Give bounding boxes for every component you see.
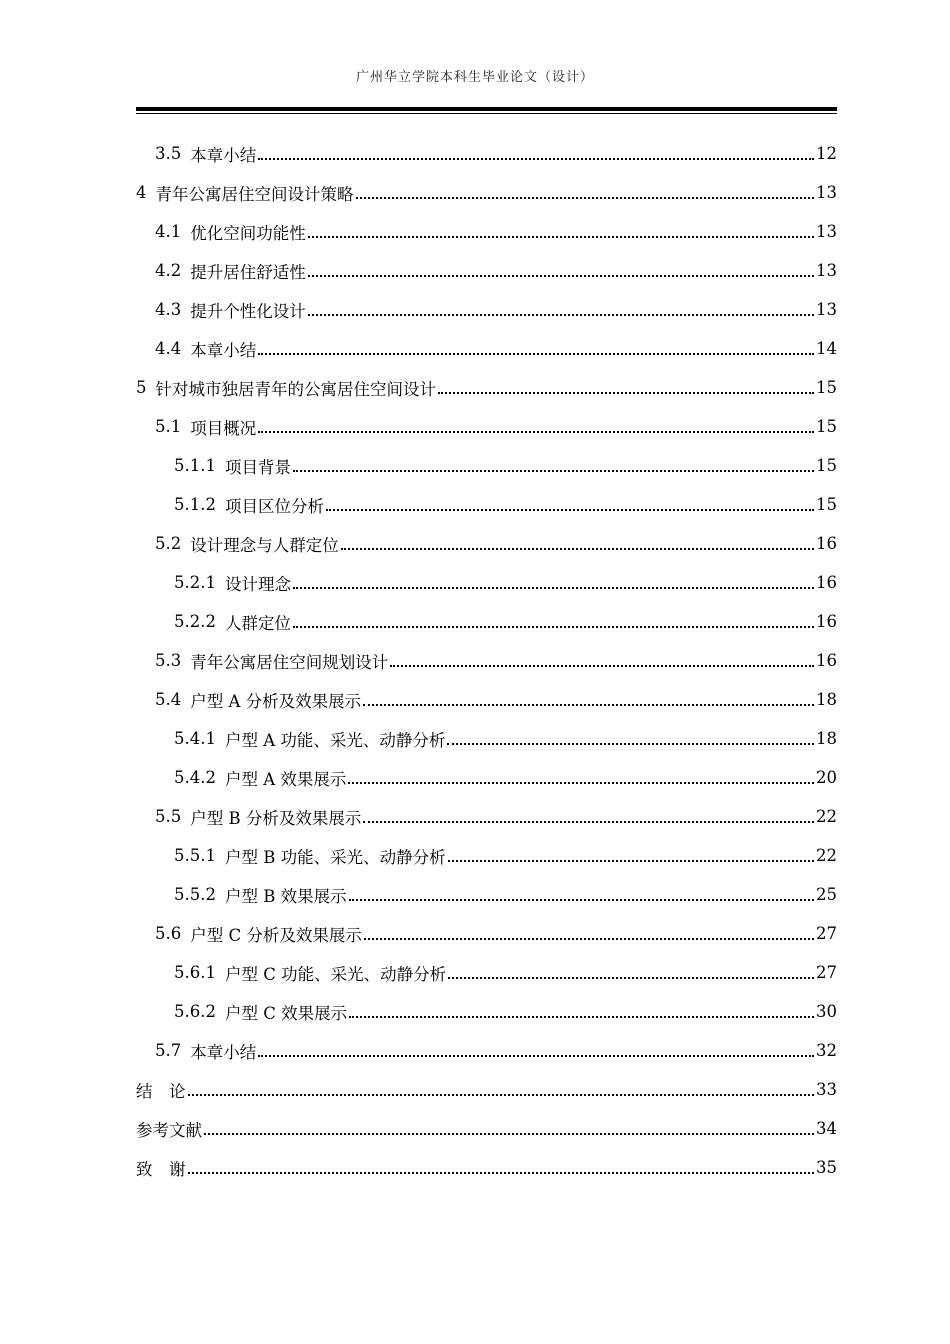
toc-entry-number: 5.5.2 bbox=[174, 885, 216, 904]
toc-entry-number: 4.2 bbox=[155, 261, 182, 280]
toc-entry-number: 4.1 bbox=[155, 222, 182, 241]
toc-entry-title: 人群定位 bbox=[224, 613, 291, 633]
toc-entry-page-number: 25 bbox=[816, 885, 837, 904]
toc-entry-title: 优化空间功能性 bbox=[190, 223, 306, 243]
toc-entry-page-number: 27 bbox=[816, 963, 837, 982]
toc-entry-number: 5.3 bbox=[155, 651, 182, 670]
toc-entry-page-number: 16 bbox=[816, 651, 837, 670]
toc-dot-leader bbox=[258, 1055, 814, 1057]
toc-dot-leader bbox=[204, 1133, 814, 1135]
toc-entry[interactable] bbox=[136, 797, 837, 836]
toc-entry-number: 5.1 bbox=[155, 417, 182, 436]
toc-entry[interactable] bbox=[136, 1031, 837, 1070]
toc-entry-page-number: 33 bbox=[816, 1080, 837, 1099]
toc-entry-title: 青年公寓居住空间规划设计 bbox=[190, 652, 389, 672]
toc-entry[interactable] bbox=[136, 914, 837, 953]
toc-entry-page-number: 15 bbox=[816, 417, 837, 436]
toc-entry-title: 户型 A 功能、采光、动静分析 bbox=[224, 730, 446, 750]
toc-entry-title: 项目概况 bbox=[190, 418, 257, 438]
toc-entry[interactable] bbox=[136, 992, 837, 1031]
toc-entry-title: 本章小结 bbox=[190, 145, 257, 165]
toc-entry-page-number: 16 bbox=[816, 573, 837, 592]
toc-entry-title: 致 谢 bbox=[136, 1159, 186, 1179]
toc-dot-leader bbox=[390, 665, 814, 667]
toc-entry[interactable] bbox=[136, 446, 837, 485]
toc-entry-page-number: 15 bbox=[816, 378, 837, 397]
toc-entry-page-number: 35 bbox=[816, 1158, 837, 1177]
toc-dot-leader bbox=[293, 626, 814, 628]
toc-entry-title: 本章小结 bbox=[190, 1042, 257, 1062]
toc-entry[interactable] bbox=[136, 836, 837, 875]
toc-entry-page-number: 18 bbox=[816, 729, 837, 748]
toc-entry[interactable] bbox=[136, 1070, 837, 1109]
toc-entry-number: 4 bbox=[136, 183, 147, 202]
toc-entry-page-number: 13 bbox=[816, 183, 837, 202]
toc-entry-number: 5.6.1 bbox=[174, 963, 216, 982]
toc-entry-title: 本章小结 bbox=[190, 340, 257, 360]
toc-entry[interactable] bbox=[136, 407, 837, 446]
toc-entry[interactable] bbox=[136, 212, 837, 251]
toc-entry-number: 5.5.1 bbox=[174, 846, 216, 865]
toc-dot-leader bbox=[188, 1094, 815, 1096]
toc-entry-page-number: 32 bbox=[816, 1041, 837, 1060]
toc-entry-title: 户型 A 分析及效果展示 bbox=[190, 691, 362, 711]
toc-entry-page-number: 34 bbox=[816, 1119, 837, 1138]
toc-entry[interactable] bbox=[136, 329, 837, 368]
toc-entry[interactable] bbox=[136, 485, 837, 524]
header-rule-thick bbox=[136, 107, 837, 111]
toc-dot-leader bbox=[364, 938, 814, 940]
toc-entry[interactable] bbox=[136, 680, 837, 719]
toc-entry-title: 项目背景 bbox=[224, 457, 291, 477]
toc-entry[interactable] bbox=[136, 563, 837, 602]
toc-entry-title: 提升个性化设计 bbox=[190, 301, 306, 321]
toc-entry-number: 5.7 bbox=[155, 1041, 182, 1060]
toc-entry-title: 户型 C 分析及效果展示 bbox=[190, 925, 362, 945]
toc-entry-number: 5.6 bbox=[155, 924, 182, 943]
toc-entry-page-number: 13 bbox=[816, 222, 837, 241]
toc-entry-title: 针对城市独居青年的公寓居住空间设计 bbox=[155, 379, 436, 399]
toc-dot-leader bbox=[448, 977, 814, 979]
toc-entry[interactable] bbox=[136, 290, 837, 329]
toc-entry-page-number: 18 bbox=[816, 690, 837, 709]
toc-entry-page-number: 15 bbox=[816, 456, 837, 475]
toc-entry-page-number: 13 bbox=[816, 261, 837, 280]
toc-dot-leader bbox=[258, 158, 814, 160]
toc-entry[interactable] bbox=[136, 251, 837, 290]
toc-dot-leader bbox=[348, 782, 814, 784]
toc-entry-number: 5.4.1 bbox=[174, 729, 216, 748]
toc-entry-title: 设计理念 bbox=[224, 574, 291, 594]
toc-entry-title: 参考文献 bbox=[136, 1120, 202, 1140]
toc-entry-title: 户型 B 分析及效果展示 bbox=[190, 808, 362, 828]
header-rule-thin bbox=[136, 113, 837, 114]
toc-entry-number: 5.1.2 bbox=[174, 495, 216, 514]
toc-dot-leader bbox=[349, 899, 814, 901]
toc-entry-number: 5.2 bbox=[155, 534, 182, 553]
toc-entry[interactable] bbox=[136, 953, 837, 992]
toc-entry[interactable] bbox=[136, 758, 837, 797]
toc-dot-leader bbox=[363, 821, 814, 823]
toc-entry-title: 项目区位分析 bbox=[224, 496, 324, 516]
toc-entry[interactable] bbox=[136, 602, 837, 641]
toc-entry-number: 5.5 bbox=[155, 807, 182, 826]
toc-entry[interactable] bbox=[136, 1148, 837, 1187]
table-of-contents bbox=[136, 134, 837, 1187]
toc-entry-page-number: 16 bbox=[816, 534, 837, 553]
toc-entry-number: 5.4.2 bbox=[174, 768, 216, 787]
toc-entry-title: 户型 C 功能、采光、动静分析 bbox=[224, 964, 447, 984]
toc-dot-leader bbox=[341, 548, 814, 550]
toc-dot-leader bbox=[363, 704, 814, 706]
toc-entry-title: 结 论 bbox=[136, 1081, 186, 1101]
toc-dot-leader bbox=[356, 197, 815, 199]
toc-dot-leader bbox=[308, 314, 814, 316]
toc-entry-title: 青年公寓居住空间设计策略 bbox=[155, 184, 354, 204]
toc-entry-number: 4.4 bbox=[155, 339, 182, 358]
toc-entry-title: 户型 B 效果展示 bbox=[224, 886, 347, 906]
toc-entry-page-number: 27 bbox=[816, 924, 837, 943]
toc-dot-leader bbox=[308, 236, 814, 238]
toc-dot-leader bbox=[438, 392, 814, 394]
toc-dot-leader bbox=[308, 275, 814, 277]
toc-entry-page-number: 20 bbox=[816, 768, 837, 787]
toc-entry-number: 5.2.2 bbox=[174, 612, 216, 631]
toc-dot-leader bbox=[447, 743, 814, 745]
toc-dot-leader bbox=[293, 587, 814, 589]
toc-entry[interactable] bbox=[136, 875, 837, 914]
toc-entry[interactable] bbox=[136, 368, 837, 407]
toc-entry-number: 4.3 bbox=[155, 300, 182, 319]
page-header: 广州华立学院本科生毕业论文（设计） bbox=[355, 70, 594, 85]
toc-entry-number: 5.2.1 bbox=[174, 573, 216, 592]
toc-entry-page-number: 22 bbox=[816, 846, 837, 865]
toc-entry[interactable] bbox=[136, 173, 837, 212]
toc-dot-leader bbox=[349, 1016, 814, 1018]
toc-dot-leader bbox=[293, 470, 814, 472]
toc-entry-title: 设计理念与人群定位 bbox=[190, 535, 339, 555]
toc-entry-page-number: 13 bbox=[816, 300, 837, 319]
toc-dot-leader bbox=[326, 509, 814, 511]
toc-entry-number: 3.5 bbox=[155, 144, 182, 163]
toc-entry-number: 5 bbox=[136, 378, 147, 397]
toc-entry-page-number: 12 bbox=[816, 144, 837, 163]
toc-dot-leader bbox=[258, 353, 814, 355]
toc-entry-page-number: 15 bbox=[816, 495, 837, 514]
toc-entry-number: 5.6.2 bbox=[174, 1002, 216, 1021]
toc-entry[interactable] bbox=[136, 641, 837, 680]
toc-entry[interactable] bbox=[136, 524, 837, 563]
toc-entry-page-number: 30 bbox=[816, 1002, 837, 1021]
toc-dot-leader bbox=[258, 431, 814, 433]
toc-dot-leader bbox=[448, 860, 814, 862]
toc-entry-title: 户型 A 效果展示 bbox=[224, 769, 347, 789]
toc-dot-leader bbox=[188, 1172, 815, 1174]
toc-entry-page-number: 14 bbox=[816, 339, 837, 358]
toc-entry[interactable] bbox=[136, 719, 837, 758]
toc-entry-title: 提升居住舒适性 bbox=[190, 262, 306, 282]
toc-entry-page-number: 22 bbox=[816, 807, 837, 826]
toc-entry-title: 户型 C 效果展示 bbox=[224, 1003, 348, 1023]
toc-entry-title: 户型 B 功能、采光、动静分析 bbox=[224, 847, 446, 867]
toc-entry-number: 5.1.1 bbox=[174, 456, 216, 475]
toc-entry[interactable] bbox=[136, 1109, 837, 1148]
toc-entry-page-number: 16 bbox=[816, 612, 837, 631]
toc-entry[interactable] bbox=[136, 134, 837, 173]
toc-entry-number: 5.4 bbox=[155, 690, 182, 709]
